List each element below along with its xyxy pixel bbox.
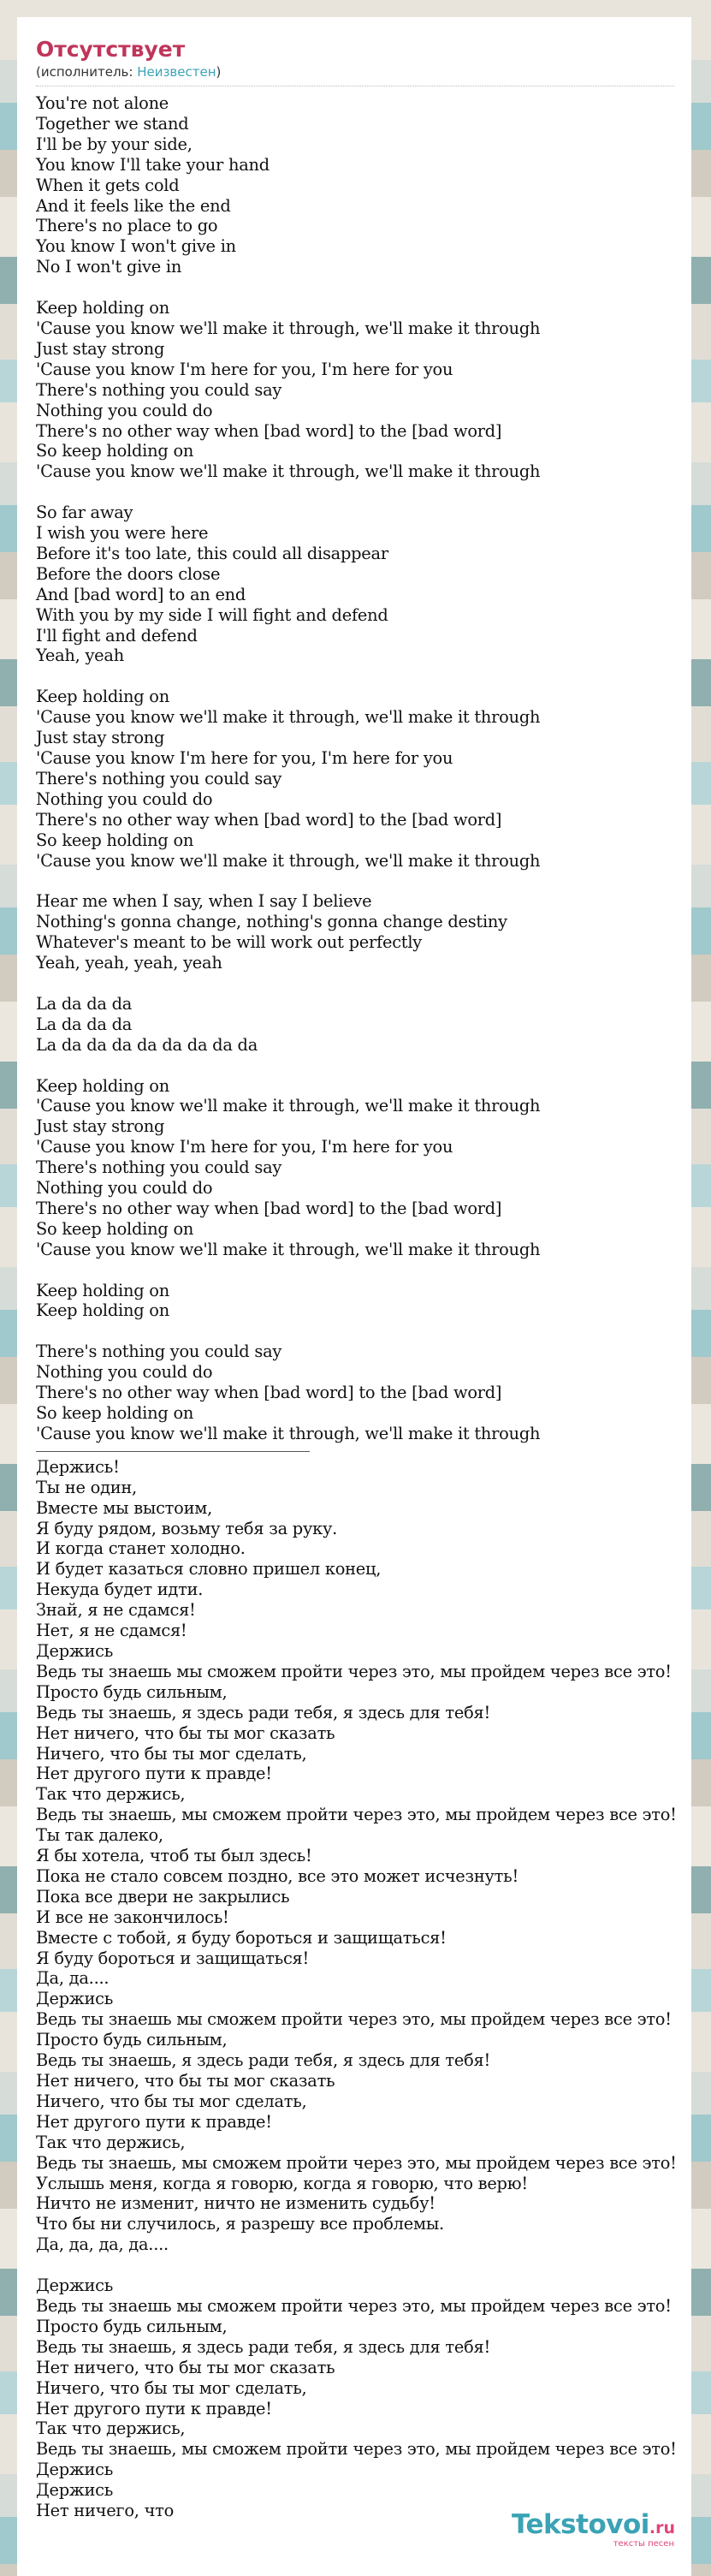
- lyrics-page: [17, 17, 691, 2576]
- song-title: Отсутствует: [36, 37, 186, 62]
- logo-tld: .ru: [649, 2519, 675, 2537]
- lyrics-original: You're not alone Together we stand I'll be by your side, You know I'll take your hand When it gets cold And it feels like the end There's no place to go You know I won't give in No I won't give in Keep holding on 'Cause you know we'll make it through, we'll make it through Just stay strong 'Cause you know I'm here for you, I'm here for you There's nothing you could say Nothing you could do There's no other way when [bad word] to the [bad word] So keep holding on 'Cause you know we'll make it through, we'll make it through So far away I wish you were here Before it's too late, this could all disappear Before the doors close And [bad word] to an end With you by my side I will fight and defend I'll fight and defend Yeah, yeah Keep holding on 'Cause you know we'll make it through, we'll make it through Just stay strong 'Cause you know I'm here for you, I'm here for you There's nothing you could say Nothing you could do There's no other way when [bad word] to the [bad word] So keep holding on 'Cause you know we'll make it through, we'll make it through Hear me when I say, when I say I believe Nothing's gonna change, nothing's gonna change destiny Whatever's meant to be will work out perfectly Yeah, yeah, yeah, yeah La da da da La da da da La da da da da da da da da Keep holding on 'Cause you know we'll make it through, we'll make it through Just stay strong 'Cause you know I'm here for you, I'm here for you There's nothing you could say Nothing you could do There's no other way when [bad word] to the [bad word] So keep holding on 'Cause you know we'll make it through, we'll make it through Keep holding on Keep holding on There's nothing you could say Nothing you could do There's no other way when [bad word] to the [bad word] So keep holding on 'Cause you know we'll make it through, we'll make it through: [36, 93, 541, 1443]
- artist-suffix: ): [216, 64, 222, 80]
- translation-separator: [36, 1451, 310, 1452]
- site-logo[interactable]: [512, 2510, 691, 2551]
- logo-subtitle: тексты песен: [613, 2539, 674, 2549]
- artist-link[interactable]: Неизвестен: [137, 64, 216, 80]
- artist-prefix: (исполнитель:: [36, 64, 138, 80]
- artist-line: [36, 63, 674, 86]
- lyrics-translation: Держись! Ты не один, Вместе мы выстоим, Я буду рядом, возьму тебя за руку. И когда станет холодно. И будет казаться словно пришел конец, Некуда будет идти. Знай, я не сдамся! Нет, я не сдамся! Держись Ведь ты знаешь мы сможем пройти через это, мы пройдем через все это! Просто будь сильным, Ведь ты знаешь, я здесь ради тебя, я здесь для тебя! Нет ничего, что бы ты мог сказать Ничего, что бы ты мог сделать, Нет другого пути к правде! Так что держись, Ведь ты знаешь, мы сможем пройти через это, мы пройдем через все это! Ты так далеко, Я бы хотела, чтоб ты был здесь! Пока не стало совсем поздно, все это может исчезнуть! Пока все двери не закрылись И все не закончилось! Вместе с тобой, я буду бороться и защищаться! Я буду бороться и защищаться! Да, да.... Держись Ведь ты знаешь мы сможем пройти через это, мы пройдем через все это! Просто будь сильным, Ведь ты знаешь, я здесь ради тебя, я здесь для тебя! Нет ничего, что бы ты мог сказать Ничего, что бы ты мог сделать, Нет другого пути к правде! Так что держись, Ведь ты знаешь, мы сможем пройти через это, мы пройдем через все это! Услышь меня, когда я говорю, когда я говорю, что верю! Ничто не изменит, ничто не изменить судьбу! Что бы ни случилось, я разрешу все проблемы. Да, да, да, да.... Держись Ведь ты знаешь мы сможем пройти через это, мы пройдем через все это! Просто будь сильным, Ведь ты знаешь, я здесь ради тебя, я здесь для тебя! Нет ничего, что бы ты мог сказать Ничего, что бы ты мог сделать, Нет другого пути к правде! Так что держись, Ведь ты знаешь, мы сможем пройти через это, мы пройдем через все это! Держись Держись Нет ничего, что: [36, 1456, 677, 2521]
- logo-name: Tekstovoi: [512, 2509, 649, 2540]
